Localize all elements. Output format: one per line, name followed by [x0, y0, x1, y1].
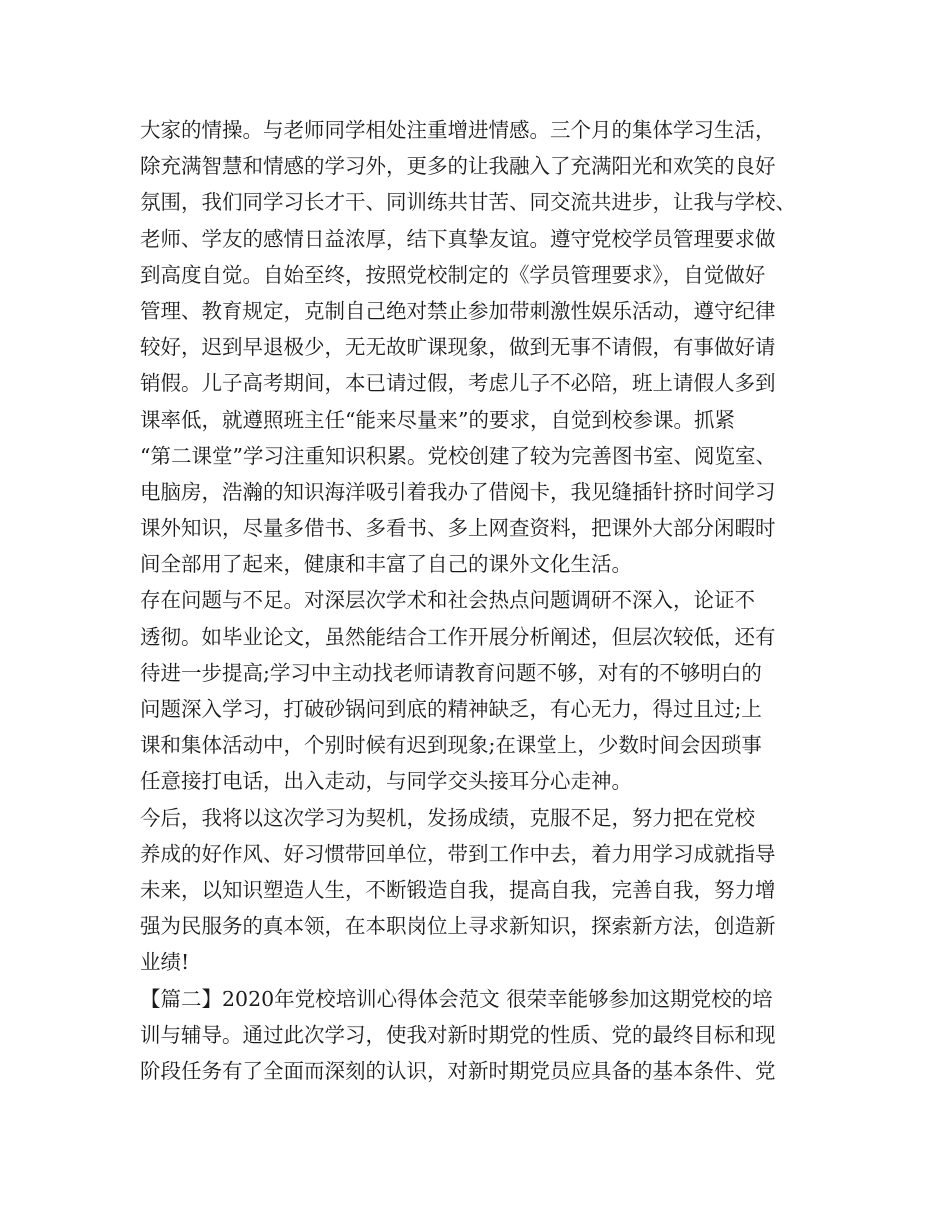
- text-line: 透彻。如毕业论文，虽然能结合工作开展分析阐述，但层次较低，还有: [140, 624, 776, 649]
- text-line: 问题深入学习，打破砂锅问到底的精神缺乏，有心无力，得过且过;上: [140, 697, 762, 721]
- text-line: 课率低，就遵照班主任“能来尽量来”的要求，自觉到校参课。抓紧: [140, 407, 735, 432]
- text-line: 未来，以知识塑造人生，不断锻造自我，提高自我，完善自我，努力增: [140, 877, 776, 902]
- document-body-text: [140, 112, 830, 1089]
- text-line: 课和集体活动中，个别时候有迟到现象;在课堂上，少数时间会因琐事: [140, 733, 762, 758]
- text-line: 今后，我将以这次学习为契机，发扬成绩，克服不足，努力把在党校: [140, 805, 755, 830]
- text-line: 销假。儿子高考期间，本已请过假，考虑儿子不必陪，班上请假人多到: [140, 371, 776, 396]
- text-line: 任意接打电话，出入走动，与同学交头接耳分心走神。: [140, 769, 632, 794]
- text-line: 电脑房，浩瀚的知识海洋吸引着我办了借阅卡，我见缝插针挤时间学习: [140, 479, 776, 504]
- text-line: 老师、学友的感情日益浓厚，结下真挚友谊。遵守党校学员管理要求做: [140, 226, 776, 251]
- text-line: 养成的好作风、好习惯带回单位，带到工作中去，着力用学习成就指导: [140, 841, 776, 866]
- text-line: 除充满智慧和情感的学习外，更多的让我融入了充满阳光和欢笑的良好: [140, 154, 776, 179]
- text-line: 氛围，我们同学习长才干、同训练共甘苦、同交流共进步，让我与学校、: [140, 190, 796, 215]
- text-line: 课外知识，尽量多借书、多看书、多上网查资料，把课外大部分闲暇时: [140, 516, 776, 541]
- text-line: 强为民服务的真本领，在本职岗位上寻求新知识，探索新方法，创造新: [140, 914, 776, 939]
- text-line: 到高度自觉。自始至终，按照党校制定的《学员管理要求》，自觉做好: [140, 262, 766, 287]
- text-line: 存在问题与不足。对深层次学术和社会热点问题调研不深入，论证不: [140, 588, 755, 613]
- text-line: 训与辅导。通过此次学习，使我对新时期党的性质、党的最终目标和现: [140, 1022, 776, 1047]
- text-line: 大家的情操。与老师同学相处注重增进情感。三个月的集体学习生活，: [140, 118, 776, 142]
- text-line: 待进一步提高;学习中主动找老师请教育问题不够，对有的不够明白的: [140, 660, 762, 685]
- text-line: 业绩!: [140, 950, 190, 975]
- text-line: “第二课堂”学习注重知识积累。党校创建了较为完善图书室、阅览室、: [140, 443, 776, 468]
- text-line: 间全部用了起来，健康和丰富了自己的课外文化生活。: [140, 552, 632, 577]
- text-line: 较好，迟到早退极少，无无故旷课现象，做到无事不请假，有事做好请: [140, 335, 776, 360]
- text-line: 阶段任务有了全面而深刻的认识，对新时期党员应具备的基本条件、党: [140, 1058, 776, 1083]
- text-line: 【篇二】2020年党校培训心得体会范文 很荣幸能够参加这期党校的培: [140, 986, 773, 1011]
- text-line: 管理、教育规定，克制自己绝对禁止参加带刺激性娱乐活动，遵守纪律: [140, 298, 776, 323]
